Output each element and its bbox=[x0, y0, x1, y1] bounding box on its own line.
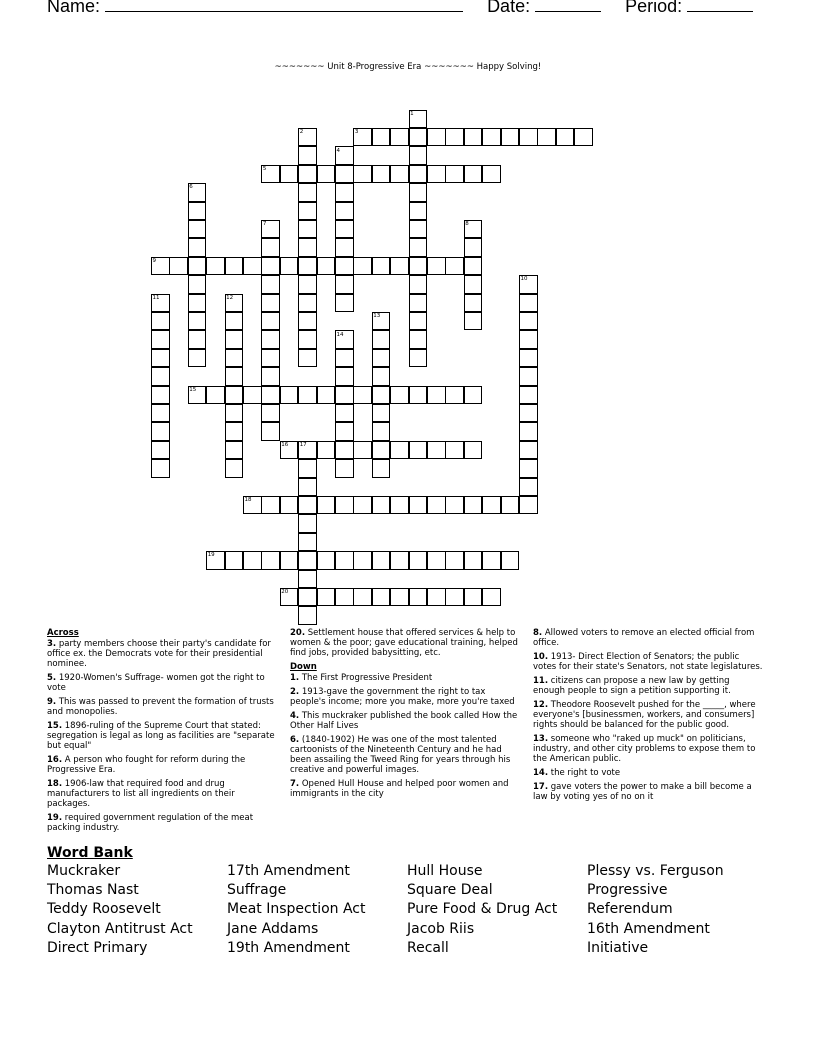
crossword-cell[interactable] bbox=[574, 128, 593, 147]
crossword-cell[interactable] bbox=[372, 551, 391, 570]
across-clue: 19. required government regulation of the meat packing industry. bbox=[47, 813, 254, 833]
crossword-cell[interactable] bbox=[188, 294, 207, 313]
crossword-cell[interactable] bbox=[335, 588, 354, 607]
clue-number-label: 11 bbox=[152, 294, 160, 301]
crossword-cell[interactable] bbox=[298, 459, 317, 478]
crossword-cell[interactable] bbox=[464, 294, 483, 313]
middle-clues-column bbox=[290, 628, 520, 803]
crossword-cell[interactable] bbox=[261, 551, 280, 570]
crossword-cell[interactable] bbox=[225, 330, 244, 349]
crossword-cell[interactable] bbox=[298, 183, 317, 202]
crossword-cell[interactable] bbox=[482, 588, 501, 607]
crossword-cell[interactable] bbox=[298, 312, 317, 331]
crossword-cell[interactable] bbox=[353, 496, 372, 515]
word-bank-heading: Word Bank bbox=[47, 845, 133, 861]
crossword-cell[interactable] bbox=[445, 128, 464, 147]
crossword-cell[interactable] bbox=[261, 312, 280, 331]
crossword-cell[interactable] bbox=[445, 551, 464, 570]
crossword-cell[interactable] bbox=[298, 165, 317, 184]
crossword-cell[interactable] bbox=[151, 404, 170, 423]
word-bank-item: Initiative bbox=[587, 939, 649, 956]
crossword-cell[interactable] bbox=[225, 349, 244, 368]
crossword-cell[interactable] bbox=[317, 386, 336, 405]
crossword-cell[interactable] bbox=[280, 165, 299, 184]
clue-number-label: 14 bbox=[336, 331, 344, 338]
crossword-cell[interactable] bbox=[317, 551, 336, 570]
across-clue: 9. This was passed to prevent the formation of trusts and monopolies. bbox=[47, 697, 274, 717]
crossword-cell[interactable] bbox=[427, 165, 446, 184]
clue-number-label: 2 bbox=[299, 129, 304, 136]
crossword-cell[interactable] bbox=[519, 367, 538, 386]
crossword-cell[interactable] bbox=[317, 496, 336, 515]
crossword-cell[interactable] bbox=[372, 422, 391, 441]
crossword-cell[interactable] bbox=[261, 294, 280, 313]
crossword-cell[interactable] bbox=[225, 459, 244, 478]
crossword-cell[interactable] bbox=[519, 404, 538, 423]
crossword-cell[interactable] bbox=[280, 386, 299, 405]
crossword-cell[interactable] bbox=[464, 275, 483, 294]
crossword-cell[interactable] bbox=[335, 349, 354, 368]
crossword-cell[interactable] bbox=[298, 606, 317, 625]
crossword-cell[interactable] bbox=[261, 386, 280, 405]
down-clue: 14. the right to vote bbox=[533, 768, 621, 778]
crossword-cell[interactable] bbox=[335, 275, 354, 294]
word-bank-item: Square Deal bbox=[407, 882, 493, 899]
crossword-cell[interactable] bbox=[335, 367, 354, 386]
crossword-cell[interactable] bbox=[298, 220, 317, 239]
clue-number-label: 12 bbox=[226, 294, 234, 301]
crossword-cell[interactable] bbox=[353, 165, 372, 184]
crossword-cell[interactable] bbox=[151, 330, 170, 349]
word-bank-item: Teddy Roosevelt bbox=[47, 901, 161, 918]
down-clue: 17. gave voters the power to make a bill become a law by voting yes of no on it bbox=[533, 782, 752, 802]
crossword-cell[interactable] bbox=[390, 588, 409, 607]
crossword-cell[interactable] bbox=[556, 128, 575, 147]
word-bank-item: Jacob Riis bbox=[407, 920, 475, 937]
crossword-cell[interactable] bbox=[188, 349, 207, 368]
crossword-cell[interactable] bbox=[464, 312, 483, 331]
crossword-cell[interactable] bbox=[188, 238, 207, 257]
crossword-cell[interactable] bbox=[409, 441, 428, 460]
crossword-cell[interactable] bbox=[390, 551, 409, 570]
crossword-cell[interactable] bbox=[427, 128, 446, 147]
crossword-cell[interactable] bbox=[317, 588, 336, 607]
crossword-cell[interactable] bbox=[390, 165, 409, 184]
crossword-cell[interactable] bbox=[225, 257, 244, 276]
crossword-cell[interactable] bbox=[353, 588, 372, 607]
crossword-cell[interactable] bbox=[519, 459, 538, 478]
crossword-cell[interactable] bbox=[188, 312, 207, 331]
crossword-cell[interactable] bbox=[225, 441, 244, 460]
crossword-cell[interactable] bbox=[409, 257, 428, 276]
word-bank-item: Thomas Nast bbox=[47, 882, 139, 899]
crossword-cell[interactable] bbox=[298, 570, 317, 589]
crossword-cell[interactable] bbox=[409, 238, 428, 257]
crossword-cell[interactable] bbox=[445, 588, 464, 607]
crossword-cell[interactable] bbox=[519, 386, 538, 405]
crossword-cell[interactable] bbox=[298, 551, 317, 570]
crossword-cell[interactable] bbox=[353, 441, 372, 460]
across-clue: 5. 1920-Women's Suffrage- women got the right to vote bbox=[47, 673, 265, 693]
crossword-cell[interactable] bbox=[501, 551, 520, 570]
crossword-cell[interactable] bbox=[409, 349, 428, 368]
crossword-cell[interactable] bbox=[335, 220, 354, 239]
word-bank-item: Referendum bbox=[587, 901, 673, 918]
across-clue: 20. Settlement house that offered services & help to women & the poor; gave educational training, helped find jobs, provided babysitting, etc. bbox=[290, 628, 518, 658]
name-label: Name: bbox=[47, 0, 101, 16]
crossword-cell[interactable] bbox=[317, 441, 336, 460]
crossword-cell[interactable] bbox=[298, 478, 317, 497]
crossword-cell[interactable] bbox=[372, 588, 391, 607]
crossword-cell[interactable] bbox=[445, 257, 464, 276]
crossword-cell[interactable] bbox=[151, 349, 170, 368]
crossword-cell[interactable] bbox=[280, 551, 299, 570]
crossword-cell[interactable] bbox=[151, 386, 170, 405]
crossword-cell[interactable] bbox=[519, 128, 538, 147]
crossword-cell[interactable] bbox=[464, 128, 483, 147]
crossword-cell[interactable] bbox=[409, 312, 428, 331]
crossword-cell[interactable] bbox=[298, 330, 317, 349]
word-bank-item: Hull House bbox=[407, 863, 483, 879]
word-bank-item: Plessy vs. Ferguson bbox=[587, 863, 724, 879]
down-clue: 11. citizens can propose a new law by getting enough people to sign a petition supporting it. bbox=[533, 676, 731, 696]
crossword-cell[interactable] bbox=[409, 386, 428, 405]
clue-number-label: 18 bbox=[244, 497, 252, 504]
crossword-cell[interactable] bbox=[427, 386, 446, 405]
crossword-cell[interactable] bbox=[225, 367, 244, 386]
clue-number-label: 6 bbox=[189, 184, 193, 191]
crossword-cell[interactable] bbox=[335, 294, 354, 313]
down-clues-column bbox=[533, 628, 763, 806]
clue-number-label: 15 bbox=[189, 386, 197, 393]
crossword-cell[interactable] bbox=[409, 496, 428, 515]
crossword-cell[interactable] bbox=[409, 165, 428, 184]
crossword-cell[interactable] bbox=[335, 257, 354, 276]
crossword-cell[interactable] bbox=[335, 551, 354, 570]
crossword-cell[interactable] bbox=[409, 294, 428, 313]
crossword-cell[interactable] bbox=[151, 367, 170, 386]
crossword-cell[interactable] bbox=[372, 404, 391, 423]
crossword-cell[interactable] bbox=[298, 202, 317, 221]
crossword-cell[interactable] bbox=[261, 330, 280, 349]
crossword-cell[interactable] bbox=[519, 294, 538, 313]
clue-number-label: 13 bbox=[373, 313, 381, 320]
crossword-cell[interactable] bbox=[537, 128, 556, 147]
crossword-cell[interactable] bbox=[519, 312, 538, 331]
crossword-cell[interactable] bbox=[464, 588, 483, 607]
crossword-cell[interactable] bbox=[188, 257, 207, 276]
clue-number-label: 3 bbox=[354, 129, 359, 136]
word-bank-item: 19th Amendment bbox=[227, 939, 350, 956]
crossword-cell[interactable] bbox=[464, 496, 483, 515]
word-bank bbox=[47, 862, 807, 958]
crossword-cell[interactable] bbox=[225, 551, 244, 570]
crossword-cell[interactable] bbox=[225, 386, 244, 405]
crossword-cell[interactable] bbox=[298, 588, 317, 607]
crossword-cell[interactable] bbox=[188, 202, 207, 221]
word-bank-item: Clayton Antitrust Act bbox=[47, 920, 193, 937]
crossword-cell[interactable] bbox=[335, 496, 354, 515]
crossword-cell[interactable] bbox=[353, 551, 372, 570]
crossword-cell[interactable] bbox=[261, 275, 280, 294]
down-clue: 10. 1913- Direct Election of Senators; the public votes for their state's Senators, not state legislatures. bbox=[533, 652, 763, 672]
crossword-cell[interactable] bbox=[335, 238, 354, 257]
clue-number-label: 10 bbox=[520, 276, 528, 283]
crossword-cell[interactable] bbox=[261, 496, 280, 515]
crossword-cell[interactable] bbox=[261, 349, 280, 368]
crossword-cell[interactable] bbox=[427, 257, 446, 276]
crossword-cell[interactable] bbox=[372, 367, 391, 386]
word-bank-item: Pure Food & Drug Act bbox=[407, 901, 558, 918]
crossword-cell[interactable] bbox=[298, 146, 317, 165]
crossword-cell[interactable] bbox=[372, 257, 391, 276]
down-heading: Down bbox=[290, 662, 317, 672]
down-clue: 2. 1913-gave the government the right to tax people's income; more you make, more you're taxed bbox=[290, 687, 515, 707]
crossword-cell[interactable] bbox=[335, 165, 354, 184]
crossword-cell[interactable] bbox=[409, 551, 428, 570]
word-bank-item: Direct Primary bbox=[47, 939, 148, 956]
crossword-cell[interactable] bbox=[464, 165, 483, 184]
crossword-cell[interactable] bbox=[409, 202, 428, 221]
crossword-cell[interactable] bbox=[501, 496, 520, 515]
across-heading: Across bbox=[47, 628, 79, 638]
clue-number-label: 8 bbox=[465, 221, 469, 228]
word-bank-item: Muckraker bbox=[47, 863, 121, 879]
crossword-cell[interactable] bbox=[427, 588, 446, 607]
crossword-cell[interactable] bbox=[482, 128, 501, 147]
across-clue: 15. 1896-ruling of the Supreme Court that stated: segregation is legal as long as facilities are "separate but equal" bbox=[47, 721, 275, 751]
crossword-cell[interactable] bbox=[372, 496, 391, 515]
crossword-cell[interactable] bbox=[390, 257, 409, 276]
crossword-cell[interactable] bbox=[298, 257, 317, 276]
crossword-cell[interactable] bbox=[298, 349, 317, 368]
crossword-cell[interactable] bbox=[409, 146, 428, 165]
across-clue: 3. party members choose their party's candidate for office ex. the Democrats vote for their presidential nominee. bbox=[47, 639, 271, 669]
crossword-cell[interactable] bbox=[445, 441, 464, 460]
word-bank-item: 16th Amendment bbox=[587, 920, 710, 937]
crossword-cell[interactable] bbox=[225, 422, 244, 441]
crossword-cell[interactable] bbox=[280, 496, 299, 515]
crossword-cell[interactable] bbox=[298, 238, 317, 257]
clue-number-label: 4 bbox=[336, 147, 340, 154]
clue-number-label: 17 bbox=[299, 441, 307, 448]
crossword-cell[interactable] bbox=[372, 441, 391, 460]
crossword-cell[interactable] bbox=[372, 128, 391, 147]
clue-number-label: 16 bbox=[281, 441, 289, 448]
crossword-cell[interactable] bbox=[409, 330, 428, 349]
crossword-cell[interactable] bbox=[335, 459, 354, 478]
clue-number-label: 20 bbox=[281, 589, 289, 596]
crossword-cell[interactable] bbox=[335, 404, 354, 423]
crossword-cell[interactable] bbox=[409, 588, 428, 607]
clue-number-label: 19 bbox=[207, 552, 215, 559]
crossword-cell[interactable] bbox=[501, 128, 520, 147]
crossword-cell[interactable] bbox=[482, 496, 501, 515]
crossword-cell[interactable] bbox=[390, 441, 409, 460]
down-clue: 12. Theodore Roosevelt pushed for the _____, where everyone's [businessmen, workers, and consumers] rights should be balanced for the public good. bbox=[533, 700, 756, 730]
crossword-cell[interactable] bbox=[298, 533, 317, 552]
clue-number-label: 5 bbox=[262, 165, 267, 172]
crossword-cell[interactable] bbox=[243, 257, 262, 276]
word-bank-item: Jane Addams bbox=[227, 920, 319, 937]
crossword-cell[interactable] bbox=[519, 441, 538, 460]
crossword-cell[interactable] bbox=[188, 275, 207, 294]
across-clue: 16. A person who fought for reform during the Progressive Era. bbox=[47, 755, 246, 775]
across-clues-column bbox=[47, 628, 280, 837]
crossword-cell[interactable] bbox=[464, 257, 483, 276]
down-clue: 6. (1840-1902) He was one of the most talented cartoonists of the Nineteenth Century and he had been assailing the Tweed Ring for years through his creative and powerful images. bbox=[290, 735, 511, 775]
crossword-cell[interactable] bbox=[519, 422, 538, 441]
down-clue: 7. Opened Hull House and helped poor women and immigrants in the city bbox=[290, 779, 509, 799]
crossword-cell[interactable] bbox=[243, 386, 262, 405]
crossword-cell[interactable] bbox=[464, 386, 483, 405]
crossword-cell[interactable] bbox=[519, 496, 538, 515]
across-clue: 18. 1906-law that required food and drug manufacturers to list all ingredients on their packages. bbox=[47, 779, 235, 809]
clue-number-label: 7 bbox=[262, 221, 267, 228]
word-bank-item: Meat Inspection Act bbox=[227, 901, 366, 918]
crossword-cell[interactable] bbox=[298, 496, 317, 515]
crossword-cell[interactable] bbox=[390, 128, 409, 147]
crossword-cell[interactable] bbox=[390, 386, 409, 405]
crossword-cell[interactable] bbox=[151, 422, 170, 441]
down-clue: 1. The First Progressive President bbox=[290, 673, 433, 683]
crossword-cell[interactable] bbox=[298, 514, 317, 533]
crossword-cell[interactable] bbox=[390, 496, 409, 515]
crossword-cell[interactable] bbox=[225, 312, 244, 331]
crossword-cell[interactable] bbox=[464, 441, 483, 460]
crossword-cell[interactable] bbox=[225, 404, 244, 423]
crossword-cell[interactable] bbox=[445, 386, 464, 405]
crossword-cell[interactable] bbox=[317, 257, 336, 276]
crossword-cell[interactable] bbox=[261, 422, 280, 441]
crossword-cell[interactable] bbox=[169, 257, 188, 276]
word-bank-item: Recall bbox=[407, 939, 449, 956]
crossword-cell[interactable] bbox=[482, 551, 501, 570]
crossword-cell[interactable] bbox=[445, 496, 464, 515]
crossword-cell[interactable] bbox=[464, 551, 483, 570]
crossword-cell[interactable] bbox=[409, 275, 428, 294]
crossword-cell[interactable] bbox=[151, 459, 170, 478]
crossword-cell[interactable] bbox=[409, 220, 428, 239]
crossword-cell[interactable] bbox=[519, 330, 538, 349]
crossword-cell[interactable] bbox=[353, 386, 372, 405]
crossword-cell[interactable] bbox=[151, 441, 170, 460]
crossword-cell[interactable] bbox=[243, 551, 262, 570]
clue-number-label: 9 bbox=[152, 257, 156, 264]
down-clue: 13. someone who "raked up muck" on politicians, industry, and other city problems to expose them to the American public. bbox=[533, 734, 756, 764]
crossword-cell[interactable] bbox=[261, 367, 280, 386]
crossword-cell[interactable] bbox=[298, 386, 317, 405]
crossword-cell[interactable] bbox=[206, 386, 225, 405]
crossword-cell[interactable] bbox=[188, 220, 207, 239]
crossword-cell[interactable] bbox=[427, 496, 446, 515]
crossword-cell[interactable] bbox=[317, 165, 336, 184]
crossword-cell[interactable] bbox=[298, 294, 317, 313]
crossword-cell[interactable] bbox=[464, 238, 483, 257]
down-clue: 8. Allowed voters to remove an elected official from office. bbox=[533, 628, 755, 648]
crossword-cell[interactable] bbox=[427, 551, 446, 570]
crossword-cell[interactable] bbox=[335, 422, 354, 441]
word-bank-item: Suffrage bbox=[227, 882, 287, 899]
puzzle-title: ~~~~~~~ Unit 8-Progressive Era ~~~~~~~ Happy Solving! bbox=[274, 62, 542, 72]
clue-number-label: 1 bbox=[410, 110, 414, 117]
word-bank-item: 17th Amendment bbox=[227, 863, 350, 879]
crossword-cell[interactable] bbox=[427, 441, 446, 460]
crossword-cell[interactable] bbox=[298, 275, 317, 294]
crossword-cell[interactable] bbox=[372, 386, 391, 405]
crossword-cell[interactable] bbox=[261, 238, 280, 257]
crossword-cell[interactable] bbox=[188, 330, 207, 349]
crossword-cell[interactable] bbox=[372, 459, 391, 478]
crossword-cell[interactable] bbox=[482, 165, 501, 184]
crossword-cell[interactable] bbox=[409, 183, 428, 202]
down-clue: 4. This muckraker published the book called How the Other Half Lives bbox=[290, 711, 518, 731]
crossword-cell[interactable] bbox=[206, 257, 225, 276]
crossword-cell[interactable] bbox=[335, 386, 354, 405]
crossword-cell[interactable] bbox=[519, 478, 538, 497]
crossword-cell[interactable] bbox=[261, 257, 280, 276]
crossword-cell[interactable] bbox=[353, 257, 372, 276]
crossword-cell[interactable] bbox=[335, 441, 354, 460]
crossword-cell[interactable] bbox=[261, 404, 280, 423]
date-label: Date: bbox=[487, 0, 531, 16]
crossword-cell[interactable] bbox=[372, 165, 391, 184]
crossword-cell[interactable] bbox=[335, 183, 354, 202]
crossword-cell[interactable] bbox=[151, 312, 170, 331]
crossword-cell[interactable] bbox=[409, 128, 428, 147]
crossword-cell[interactable] bbox=[335, 202, 354, 221]
crossword-cell[interactable] bbox=[372, 349, 391, 368]
crossword-cell[interactable] bbox=[280, 257, 299, 276]
crossword-cell[interactable] bbox=[519, 349, 538, 368]
period-label: Period: bbox=[625, 0, 683, 16]
crossword-cell[interactable] bbox=[372, 330, 391, 349]
word-bank-item: Progressive bbox=[587, 882, 668, 899]
crossword-cell[interactable] bbox=[445, 165, 464, 184]
